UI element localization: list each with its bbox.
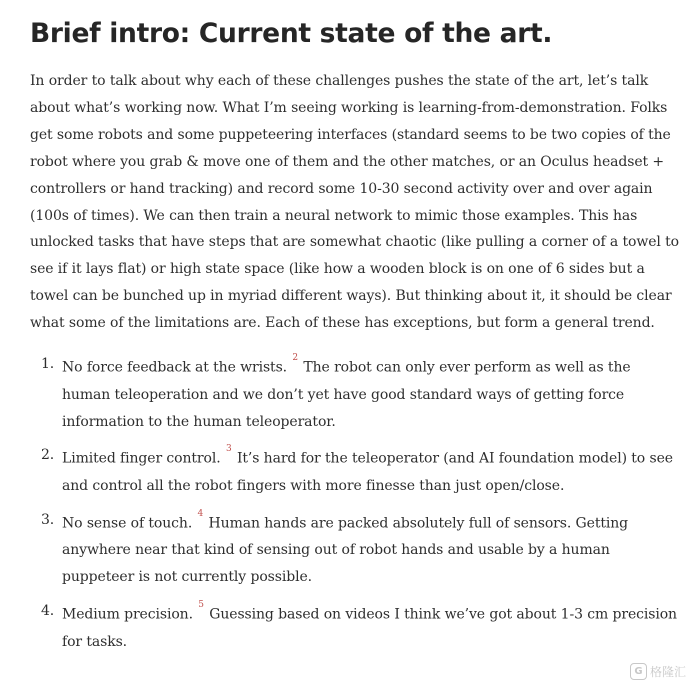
list-item xyxy=(30,442,680,499)
list-item-body: It’s hard for the teleoperator (and AI foundation model) to see and control all the robot fingers with more finesse than just open/close. xyxy=(62,451,673,494)
limitations-list xyxy=(30,351,680,656)
list-item-title: No force feedback at the wrists. xyxy=(62,359,288,376)
footnote-link[interactable]: 5 xyxy=(198,600,204,611)
list-item-body: Guessing based on videos I think we’ve got about 1-3 cm precision for tasks. xyxy=(62,606,677,650)
list-item-title: Limited finger control. xyxy=(62,451,221,468)
watermark xyxy=(630,663,686,680)
article xyxy=(30,14,680,663)
footnote-link[interactable]: 4 xyxy=(197,508,204,519)
watermark-logo-icon: G xyxy=(630,663,647,680)
list-item-title: No sense of touch. xyxy=(62,515,193,532)
list-item-body: Human hands are packed absolutely full of sensors. Getting anywhere near that kind of sensing out of robot hands and usable by a human puppeteer is not currently possible. xyxy=(62,515,629,586)
list-item-number: 4. xyxy=(41,603,55,620)
watermark-text: 格隆汇 xyxy=(649,665,686,679)
footnote-link[interactable]: 2 xyxy=(292,353,299,364)
list-item xyxy=(30,598,680,655)
list-item-number: 3. xyxy=(41,511,55,528)
list-item-number: 2. xyxy=(41,447,55,464)
list-item-number: 1. xyxy=(41,356,55,373)
list-item-title: Medium precision. xyxy=(62,606,193,623)
list-item xyxy=(30,351,680,435)
footnote-link[interactable]: 3 xyxy=(225,444,232,455)
page-title: Brief intro: Current state of the art. xyxy=(30,18,553,49)
list-item xyxy=(30,507,680,591)
intro-paragraph: In order to talk about why each of these challenges pushes the state of the art, let’s talk about what’s working now. What I’m seeing working is learning-from-demonstration. Folks get some robots and some puppeteering interfaces (standard seems to be two copies of the robot where you grab & move one of them and the other matches, or an Oculus headset + controllers or hand tracking) and record some 10-30 second activity over and over again (100s of times). We can then train a neural network to mimic those examples. This has unlocked tasks that have steps that are somewhat chaotic (like pulling a corner of a towel to see if it lays flat) or high state space (like how a wooden block is on one of 6 sides but a towel can be bunched up in myriad different ways). But thinking about it, it should be clear what some of the limitations are. Each of these has exceptions, but form a general trend. xyxy=(30,73,680,332)
list-item-body: The robot can only ever perform as well as the human teleoperation and we don’t yet have good standard ways of getting force information to the human teleoperator. xyxy=(62,359,631,430)
